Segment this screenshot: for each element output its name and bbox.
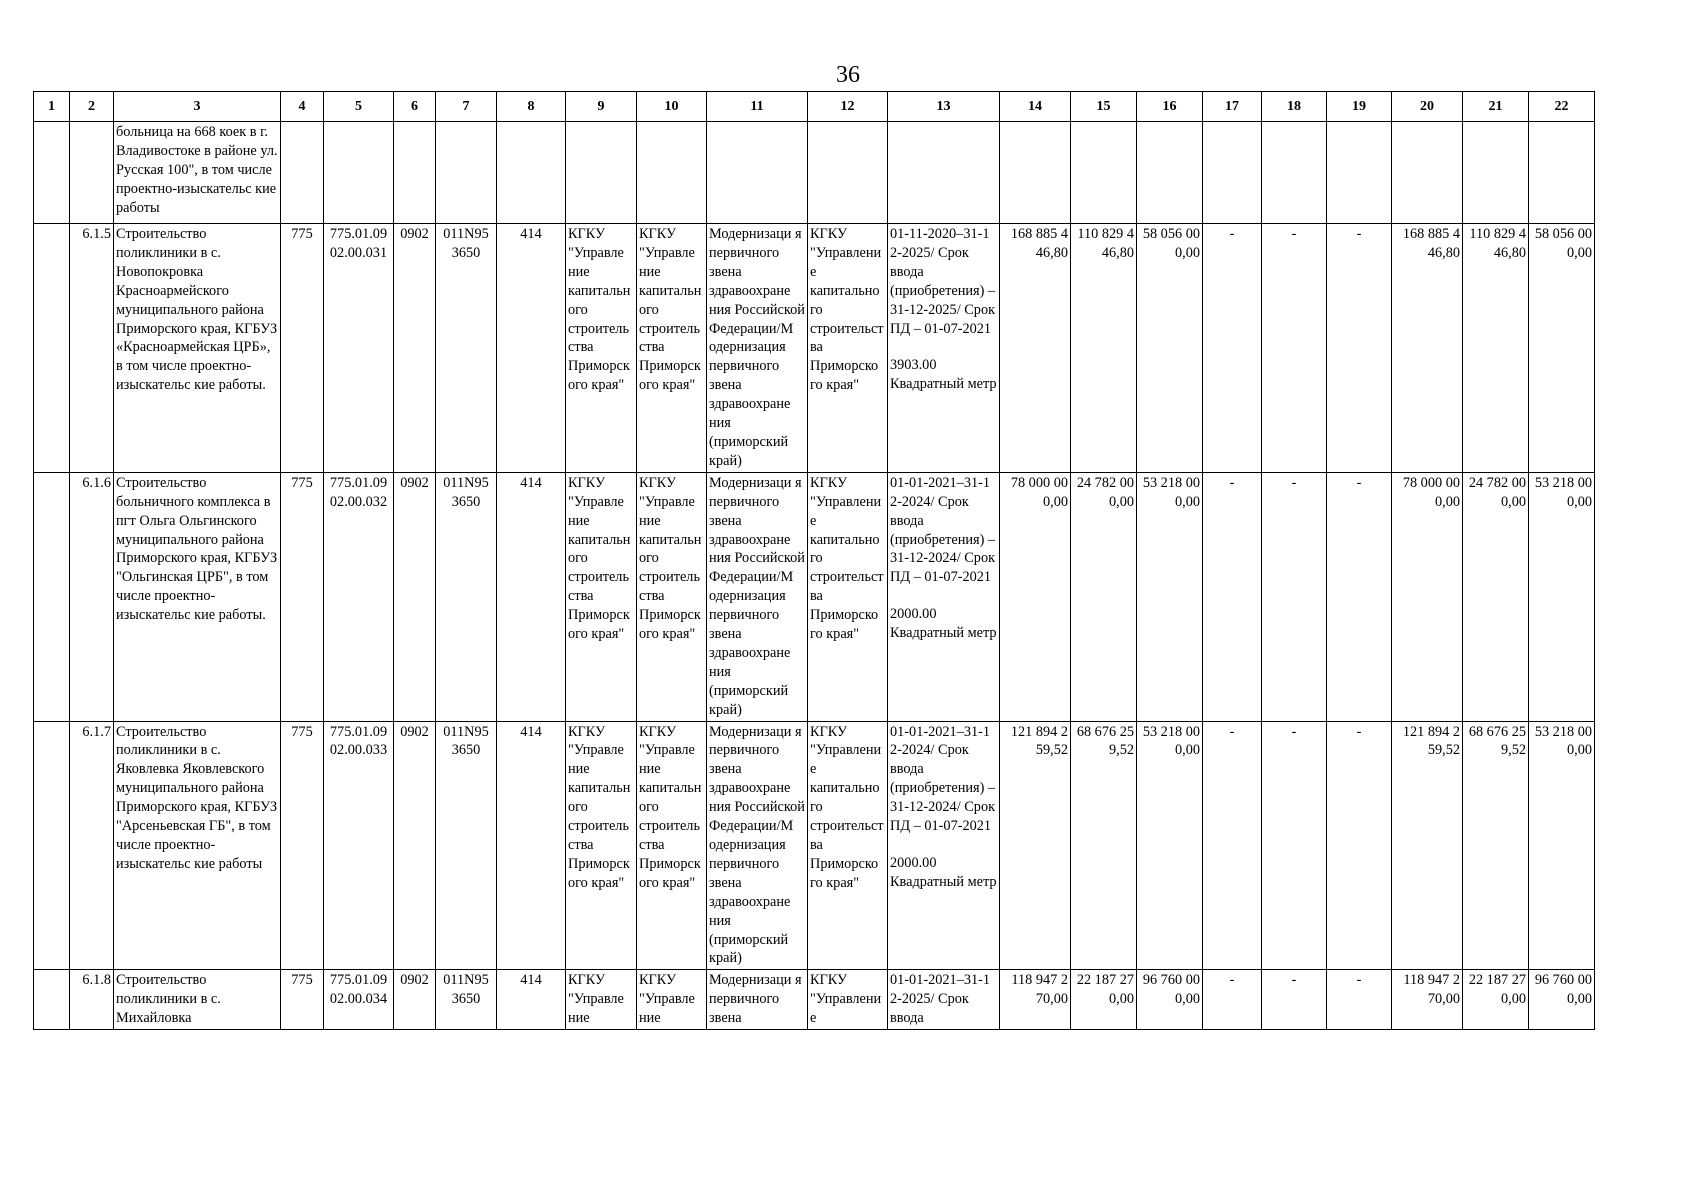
capacity-value: 2000.00 xyxy=(890,606,937,623)
capacity-unit: Квадратный метр xyxy=(890,376,997,393)
column-header: 2 xyxy=(70,92,114,122)
amount-regional-2: 22 187 27 0,00 xyxy=(1463,970,1529,1030)
section-code: 0902 xyxy=(394,721,436,970)
project-name: Модернизаци я первичного звена здравоохране ния Российской Федерации/М одернизация первичного звена здравоохране ния (приморский край) xyxy=(707,224,808,473)
object-name: Строительство поликлиники в с. Новопокровка Красноармейского муниципального района Приморского края, КГБУЗ «Красноармейская ЦРБ», в том числе проектно-изыскательс кие работы. xyxy=(114,224,281,473)
target-code: 011N95 3650 xyxy=(436,970,497,1030)
amount-federal-2: 53 218 00 0,00 xyxy=(1529,721,1595,970)
column-header: 22 xyxy=(1529,92,1595,122)
target-code: 011N95 3650 xyxy=(436,721,497,970)
amount-total: 121 894 2 59,52 xyxy=(1000,721,1071,970)
table-row xyxy=(34,721,1595,970)
object-name: Строительство поликлиники в с. Яковлевка Яковлевского муниципального района Приморского края, КГБУЗ "Арсеньевская ГБ", в том числе проектно-изыскательс кие работы xyxy=(114,721,281,970)
amount-federal: 58 056 00 0,00 xyxy=(1137,224,1203,473)
project-name: Модернизаци я первичного звена здравоохране ния Российской Федерации/М одернизация первичного звена здравоохране ния (приморский край) xyxy=(707,472,808,721)
table-row xyxy=(34,970,1595,1030)
row-code: 6.1.5 xyxy=(70,224,114,473)
target-code: 011N95 3650 xyxy=(436,472,497,721)
column-header: 3 xyxy=(114,92,281,122)
amount-regional: 24 782 00 0,00 xyxy=(1071,472,1137,721)
object-name: Строительство больничного комплекса в пгт Ольга Ольгинского муниципального района Приморского края, КГБУЗ "Ольгинская ЦРБ", в том числе проектно-изыскательс кие работы. xyxy=(114,472,281,721)
amount-federal-2: 96 760 00 0,00 xyxy=(1529,970,1595,1030)
expense-code: 414 xyxy=(497,970,566,1030)
column-header: 13 xyxy=(888,92,1000,122)
column-header: 6 xyxy=(394,92,436,122)
amount-federal-2: 53 218 00 0,00 xyxy=(1529,472,1595,721)
amount-federal-2: 58 056 00 0,00 xyxy=(1529,224,1595,473)
terms-cell xyxy=(888,721,1000,970)
object-code: 775.01.09 02.00.031 xyxy=(324,224,394,473)
amount-col19: - xyxy=(1327,721,1392,970)
gov-code: 775 xyxy=(281,721,324,970)
amount-col18: - xyxy=(1262,472,1327,721)
amount-col19: - xyxy=(1327,472,1392,721)
column-header: 16 xyxy=(1137,92,1203,122)
term-dates: 01-01-2021–31-1 2-2025/ Срок ввода xyxy=(890,972,991,1027)
column-header: 12 xyxy=(808,92,888,122)
amount-col17: - xyxy=(1203,472,1262,721)
customer-org: КГКУ "Управле ние капитальн ого строитель ства Приморск ого края" xyxy=(637,224,707,473)
responsible-org: КГКУ "Управле ние капитальн ого строитель ства Приморск ого края" xyxy=(566,224,637,473)
row-code: 6.1.7 xyxy=(70,721,114,970)
developer-org: КГКУ "Управлени е капитально го строительст ва Приморско го края" xyxy=(808,224,888,473)
amount-col19: - xyxy=(1327,970,1392,1030)
column-header: 1 xyxy=(34,92,70,122)
terms-cell xyxy=(888,224,1000,473)
target-code: 011N95 3650 xyxy=(436,224,497,473)
amount-regional: 22 187 27 0,00 xyxy=(1071,970,1137,1030)
term-dates: 01-01-2021–31-1 2-2024/ Срок ввода (приобретения) – 31-12-2024/ Срок ПД – 01-07-2021 xyxy=(890,723,996,835)
expense-code: 414 xyxy=(497,224,566,473)
empty-cell xyxy=(34,970,70,1030)
terms-cell xyxy=(888,970,1000,1030)
responsible-org: КГКУ "Управле ние xyxy=(566,970,637,1030)
amount-col18: - xyxy=(1262,721,1327,970)
amount-regional-2: 24 782 00 0,00 xyxy=(1463,472,1529,721)
column-header: 14 xyxy=(1000,92,1071,122)
gov-code: 775 xyxy=(281,224,324,473)
header-row xyxy=(34,92,1595,122)
empty-cell xyxy=(34,224,70,473)
row-code: 6.1.8 xyxy=(70,970,114,1030)
amount-col18: - xyxy=(1262,970,1327,1030)
section-code: 0902 xyxy=(394,970,436,1030)
column-header: 11 xyxy=(707,92,808,122)
capacity-value: 3903.00 xyxy=(890,357,937,374)
responsible-org: КГКУ "Управле ние капитальн ого строитель ства Приморск ого края" xyxy=(566,721,637,970)
column-header: 7 xyxy=(436,92,497,122)
continuation-row xyxy=(34,122,1595,224)
project-name: Модернизаци я первичного звена здравоохране ния Российской Федерации/М одернизация первичного звена здравоохране ния (приморский край) xyxy=(707,721,808,970)
expense-code: 414 xyxy=(497,721,566,970)
developer-org: КГКУ "Управлени е капитально го строительст ва Приморско го края" xyxy=(808,472,888,721)
amount-regional-2: 68 676 25 9,52 xyxy=(1463,721,1529,970)
customer-org: КГКУ "Управле ние xyxy=(637,970,707,1030)
term-dates: 01-01-2021–31-1 2-2024/ Срок ввода (приобретения) – 31-12-2024/ Срок ПД – 01-07-2021 xyxy=(890,474,996,586)
gov-code: 775 xyxy=(281,472,324,721)
object-code: 775.01.09 02.00.033 xyxy=(324,721,394,970)
capacity-unit: Квадратный метр xyxy=(890,625,997,642)
amount-col17: - xyxy=(1203,224,1262,473)
object-code: 775.01.09 02.00.034 xyxy=(324,970,394,1030)
column-header: 5 xyxy=(324,92,394,122)
column-header: 8 xyxy=(497,92,566,122)
object-name: больница на 668 коек в г. Владивостоке в районе ул. Русская 100", в том числе проектно-изыскательс кие работы xyxy=(114,122,281,224)
amount-col17: - xyxy=(1203,970,1262,1030)
developer-org: КГКУ "Управлени е xyxy=(808,970,888,1030)
amount-col17: - xyxy=(1203,721,1262,970)
column-header: 18 xyxy=(1262,92,1327,122)
gov-code: 775 xyxy=(281,970,324,1030)
customer-org: КГКУ "Управле ние капитальн ого строитель ства Приморск ого края" xyxy=(637,721,707,970)
amount-total: 168 885 4 46,80 xyxy=(1000,224,1071,473)
section-code: 0902 xyxy=(394,224,436,473)
object-code: 775.01.09 02.00.032 xyxy=(324,472,394,721)
responsible-org: КГКУ "Управле ние капитальн ого строитель ства Приморск ого края" xyxy=(566,472,637,721)
table-row xyxy=(34,224,1595,473)
amount-total-2: 168 885 4 46,80 xyxy=(1392,224,1463,473)
amount-regional-2: 110 829 4 46,80 xyxy=(1463,224,1529,473)
expense-code: 414 xyxy=(497,472,566,721)
amount-federal: 53 218 00 0,00 xyxy=(1137,472,1203,721)
developer-org: КГКУ "Управлени е капитально го строительст ва Приморско го края" xyxy=(808,721,888,970)
column-header: 9 xyxy=(566,92,637,122)
empty-cell xyxy=(34,472,70,721)
amount-total-2: 78 000 00 0,00 xyxy=(1392,472,1463,721)
row-code: 6.1.6 xyxy=(70,472,114,721)
amount-regional: 68 676 25 9,52 xyxy=(1071,721,1137,970)
page-number: 36 xyxy=(836,62,860,88)
budget-table xyxy=(33,91,1595,1030)
amount-col19: - xyxy=(1327,224,1392,473)
column-header: 20 xyxy=(1392,92,1463,122)
section-code: 0902 xyxy=(394,472,436,721)
amount-total: 78 000 00 0,00 xyxy=(1000,472,1071,721)
project-name: Модернизаци я первичного звена xyxy=(707,970,808,1030)
amount-regional: 110 829 4 46,80 xyxy=(1071,224,1137,473)
column-header: 19 xyxy=(1327,92,1392,122)
column-header: 10 xyxy=(637,92,707,122)
capacity-unit: Квадратный метр xyxy=(890,873,997,890)
column-header: 17 xyxy=(1203,92,1262,122)
object-name: Строительство поликлиники в с. Михайловка xyxy=(114,970,281,1030)
capacity-value: 2000.00 xyxy=(890,855,937,871)
term-dates: 01-11-2020–31-1 2-2025/ Срок ввода (приобретения) – 31-12-2025/ Срок ПД – 01-07-2021 xyxy=(890,226,996,337)
column-header: 4 xyxy=(281,92,324,122)
column-header: 21 xyxy=(1463,92,1529,122)
column-header: 15 xyxy=(1071,92,1137,122)
amount-federal: 96 760 00 0,00 xyxy=(1137,970,1203,1030)
empty-cell xyxy=(34,721,70,970)
terms-cell xyxy=(888,472,1000,721)
amount-total-2: 121 894 2 59,52 xyxy=(1392,721,1463,970)
amount-col18: - xyxy=(1262,224,1327,473)
customer-org: КГКУ "Управле ние капитальн ого строитель ства Приморск ого края" xyxy=(637,472,707,721)
table-row xyxy=(34,472,1595,721)
amount-total-2: 118 947 2 70,00 xyxy=(1392,970,1463,1030)
amount-total: 118 947 2 70,00 xyxy=(1000,970,1071,1030)
amount-federal: 53 218 00 0,00 xyxy=(1137,721,1203,970)
